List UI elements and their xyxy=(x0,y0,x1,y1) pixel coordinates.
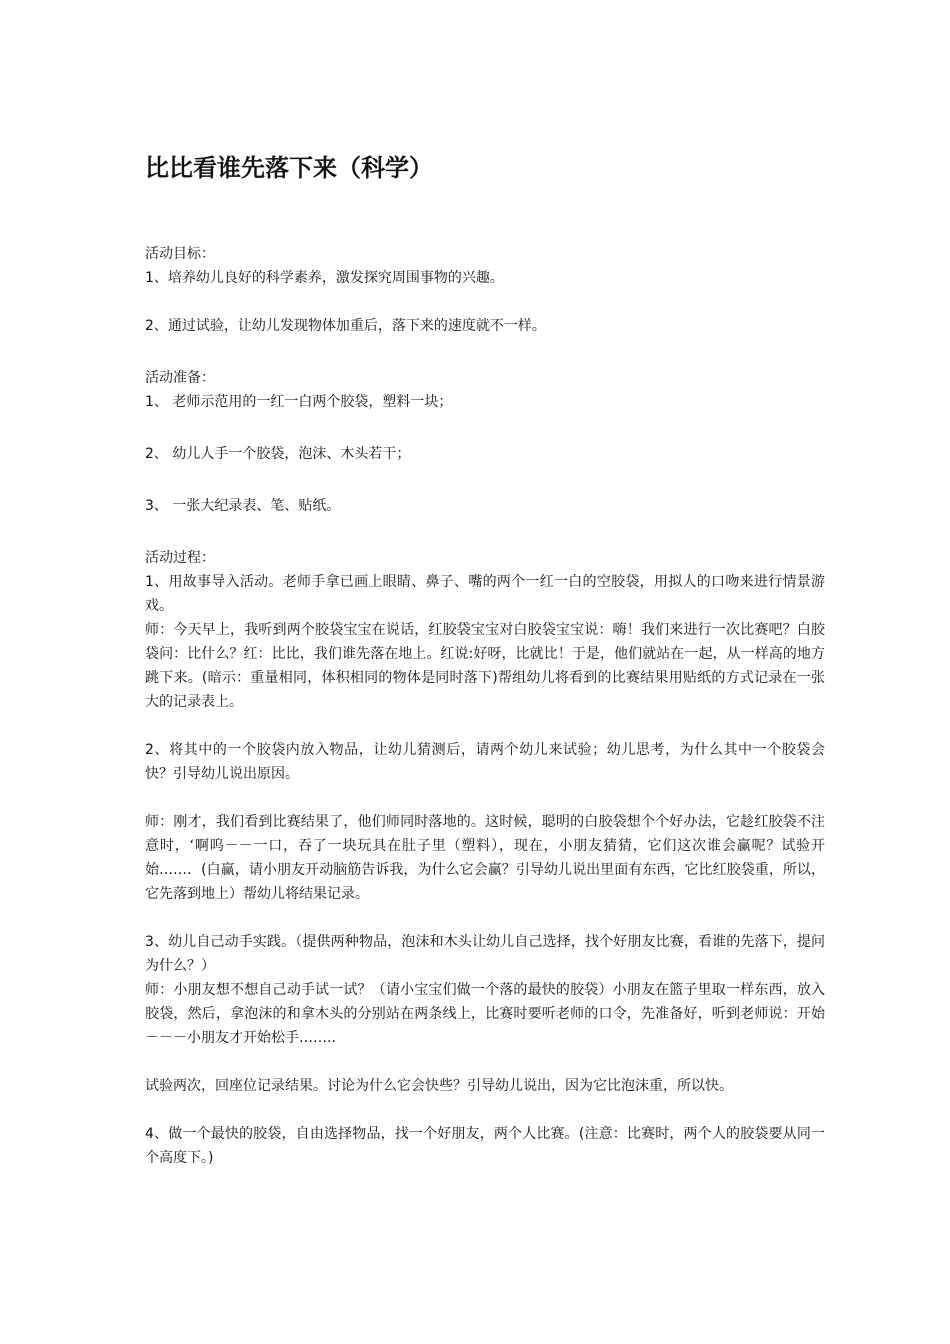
process-paragraph-3: 2、将其中的一个胶袋内放入物品，让幼儿猜测后，请两个幼儿来试验；幼儿思考，为什么其中一个胶袋会快？引导幼儿说出原因。 xyxy=(145,742,825,782)
goals-heading: 活动目标： xyxy=(145,246,215,262)
goal-item-1: 1、培养幼儿良好的科学素养，激发探究周围事物的兴趣。 xyxy=(145,270,504,286)
prep-heading: 活动准备： xyxy=(145,370,215,386)
prep-item-1: 1、 老师示范用的一红一白两个胶袋，塑料一块； xyxy=(145,394,453,410)
prep-item-2: 2、 幼儿人手一个胶袋，泡沫、木头若干； xyxy=(145,446,411,462)
process-paragraph-1: 1、用故事导入活动。老师手拿已画上眼睛、鼻子、嘴的两个一红一白的空胶袋，用拟人的口吻来进行情景游戏。 xyxy=(145,574,825,614)
document-page xyxy=(145,150,825,1170)
process-paragraph-5: 3、幼儿自己动手实践。（提供两种物品，泡沫和木头让幼儿自己选择，找个好朋友比赛，看谁的先落下，提问为什么？） xyxy=(145,934,825,974)
page-title: 比比看谁先落下来（科学） xyxy=(145,154,433,182)
process-paragraph-7: 试验两次，回座位记录结果。讨论为什么它会快些？引导幼儿说出，因为它比泡沫重，所以快。 xyxy=(145,1078,733,1094)
process-paragraph-6: 师：小朋友想不想自己动手试一试？（请小宝宝们做一个落的最快的胶袋）小朋友在篮子里取一样东西，放入胶袋，然后，拿泡沫的和拿木头的分别站在两条线上，比赛时要听老师的口令，先准备好，听到老师说：开始－－－小朋友才开始松手…….. xyxy=(145,982,825,1046)
process-heading: 活动过程： xyxy=(145,550,215,566)
goal-item-2: 2、通过试验，让幼儿发现物体加重后，落下来的速度就不一样。 xyxy=(145,318,546,334)
prep-item-3: 3、 一张大纪录表、笔、贴纸。 xyxy=(145,498,341,514)
process-paragraph-2: 师：今天早上，我听到两个胶袋宝宝在说话，红胶袋宝宝对白胶袋宝宝说：嗨！我们来进行一次比赛吧？白胶袋问：比什么？红：比比，我们谁先落在地上。红说:好呀，比就比！于是，他们就站在一起，从一样高的地方跳下来。(暗示：重量相同，体积相同的物体是同时落下)帮组幼儿将看到的比赛结果用贴纸的方式记录在一张大的记录表上。 xyxy=(145,622,825,710)
process-paragraph-8: 4、做一个最快的胶袋，自由选择物品，找一个好朋友，两个人比赛。(注意：比赛时，两个人的胶袋要从同一个高度下。) xyxy=(145,1126,825,1166)
process-paragraph-4: 师：刚才，我们看到比赛结果了，他们师同时落地的。这时候，聪明的白胶袋想个个好办法，它趁红胶袋不注意时，‘啊呜－－一口，吞了一块玩具在肚子里（塑料），现在，小朋友猜猜，它们这次谁会赢呢？试验开始……．(白赢，请小朋友开动脑筋告诉我，为什么它会赢？引导幼儿说出里面有东西，它比红胶袋重，所以，它先落到地上）帮幼儿将结果记录。 xyxy=(145,814,825,902)
